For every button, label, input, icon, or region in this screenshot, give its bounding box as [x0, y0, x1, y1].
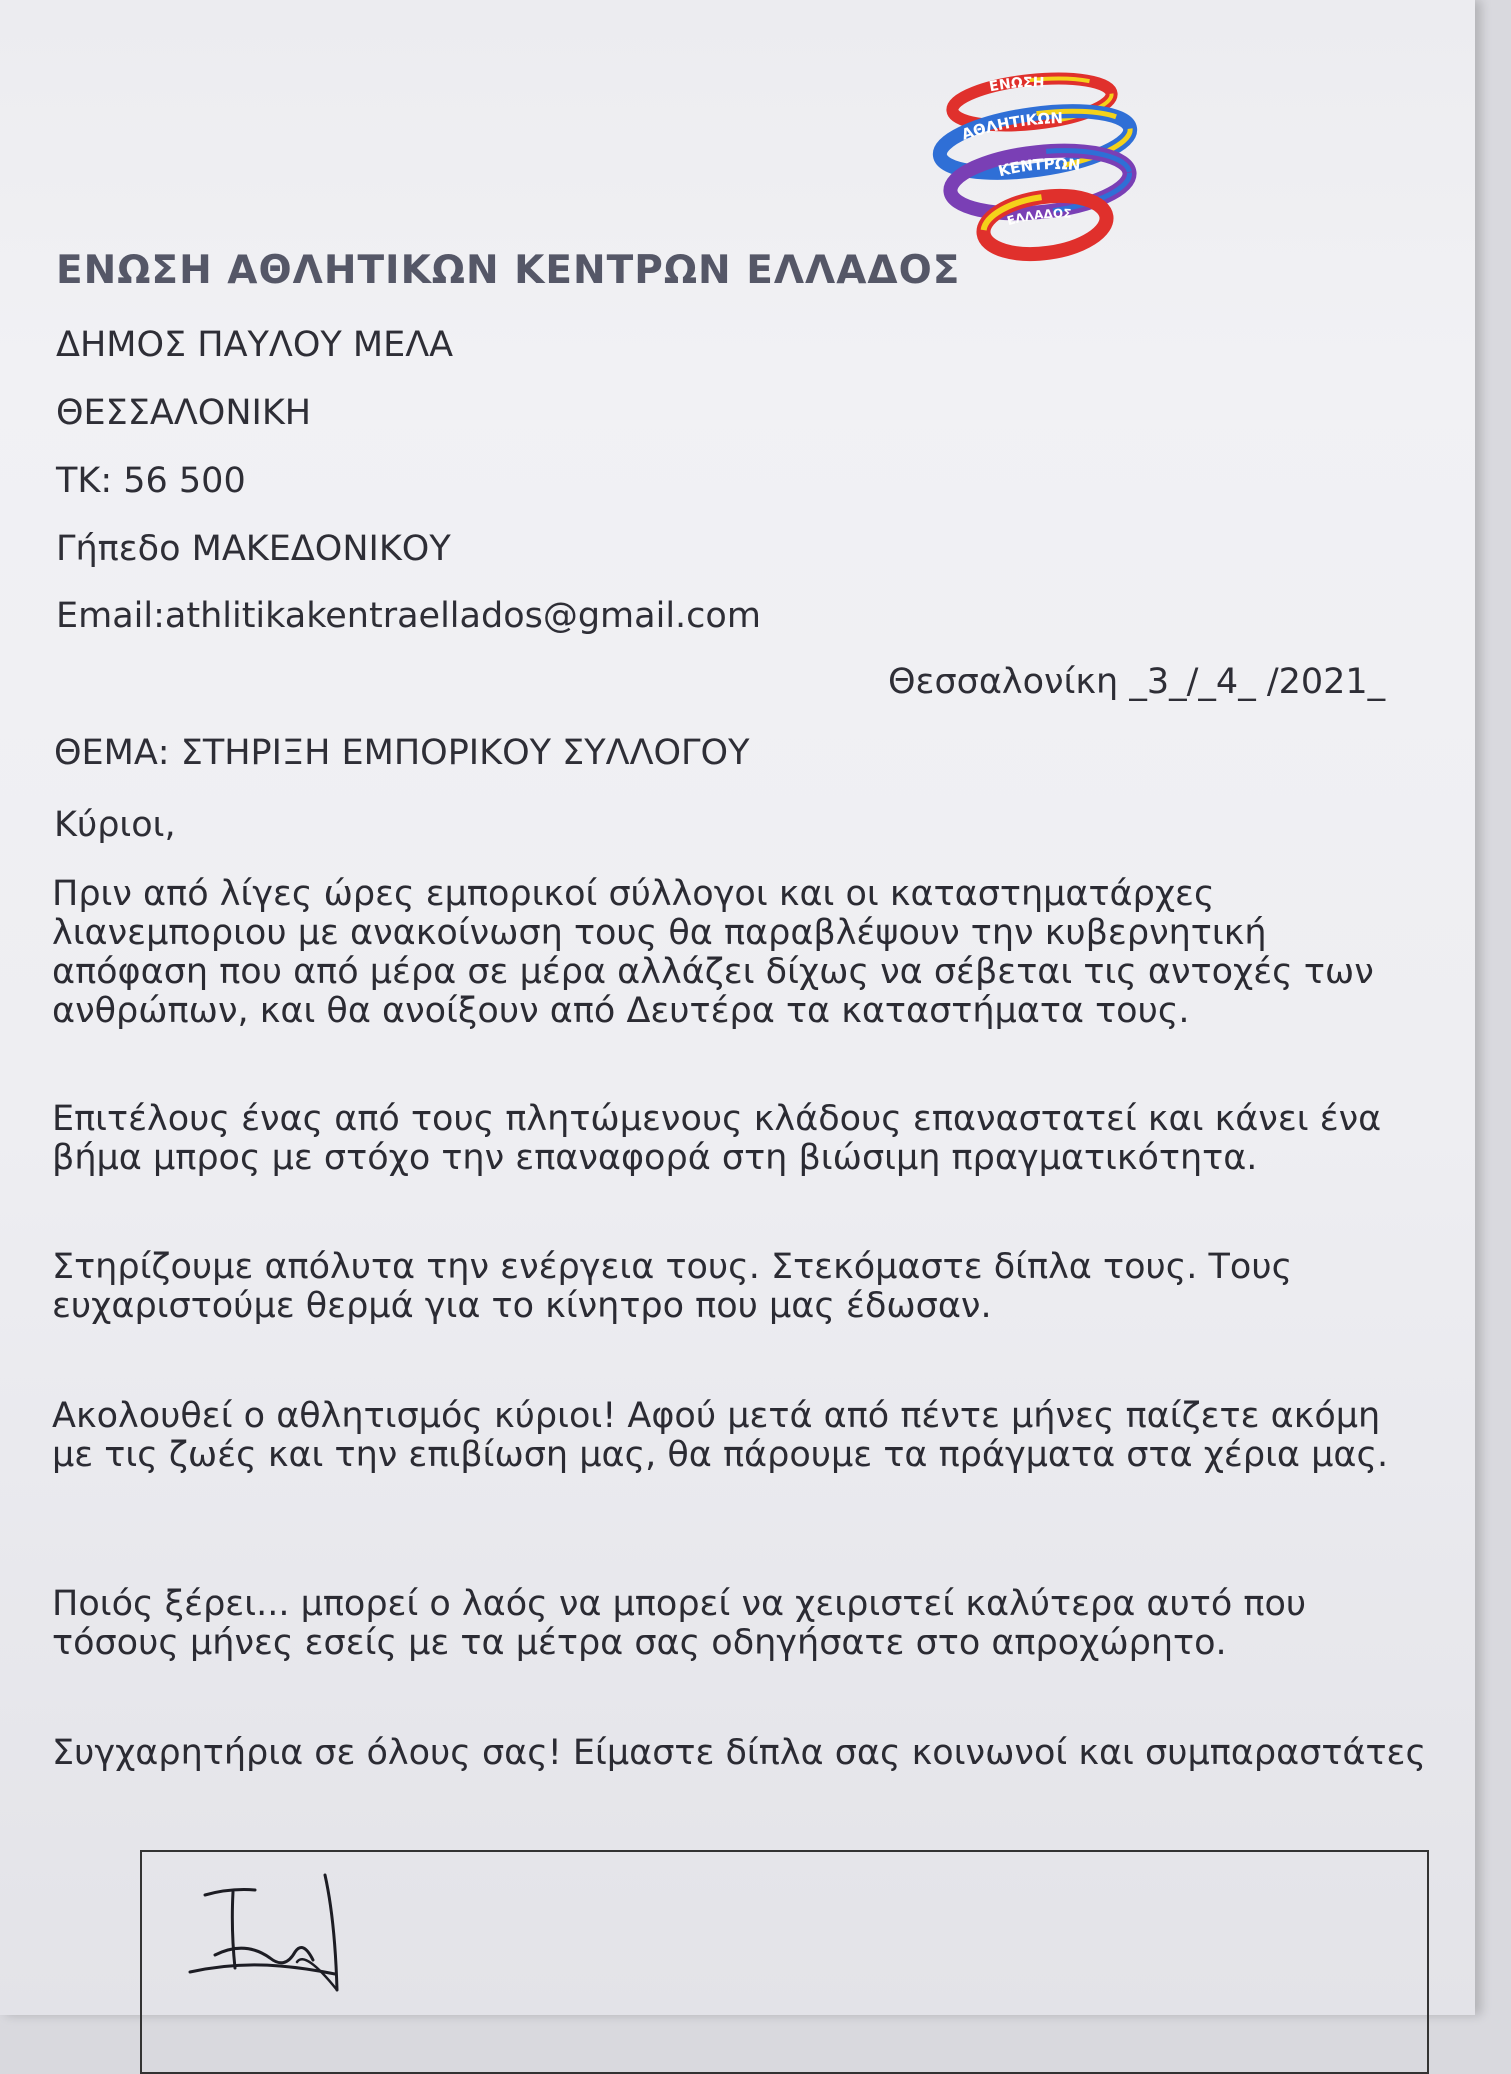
letter-subject: ΘΕΜΑ: ΣΤΗΡΙΞΗ ΕΜΠΟΡΙΚΟΥ ΣΥΛΛΟΓΟΥ: [54, 733, 750, 773]
logo-text-4: ΕΛΛΑΔΟΣ: [1005, 206, 1072, 229]
logo-text-3: ΚΕΝΤΡΩΝ: [996, 154, 1082, 181]
address-municipality: ΔΗΜΟΣ ΠΑΥΛΟΥ ΜΕΛΑ: [56, 325, 454, 365]
address-email: Email:athlitikakentraellados@gmail.com: [56, 596, 761, 636]
union-rings-logo: [920, 70, 1150, 275]
address-stadium: Γήπεδο ΜΑΚΕΔΟΝΙΚΟΥ: [56, 529, 451, 569]
letter-date: Θεσσαλονίκη _3_/_4_ /2021_: [888, 662, 1386, 702]
body-paragraph-2: Επιτέλους ένας από τους πλητώμενους κλάδους επαναστατεί και κάνει ένα βήμα μπρος με στόχο την επαναφορά στη βιώσιμη πραγματικότητα.: [52, 1099, 1382, 1178]
address-city: ΘΕΣΣΑΛΟΝΙΚΗ: [56, 393, 312, 433]
handwritten-signature: [185, 1870, 365, 2005]
body-paragraph-3: Στηρίζουμε απόλυτα την ενέργεια τους. Στεκόμαστε δίπλα τους. Τους ευχαριστούμε θερμά για το κίνητρο που μας έδωσαν.: [52, 1247, 1293, 1326]
letter-salutation: Κύριοι,: [54, 805, 176, 845]
logo-text-1: ΕΝΩΣΗ: [987, 74, 1045, 96]
org-name: ΕΝΩΣΗ ΑΘΛΗΤΙΚΩΝ ΚΕΝΤΡΩΝ ΕΛΛΑΔΟΣ: [56, 248, 961, 293]
svg-text:ΑΘΛΗΤΙΚΩΝ: [959, 109, 1063, 144]
body-paragraph-4: Ακολουθεί ο αθλητισμός κύριοι! Αφού μετά από πέντε μήνες παίζετε ακόμη με τις ζωές και την επιβίωση μας, θα πάρουμε τα πράγματα στα χέρια μας.: [52, 1396, 1389, 1475]
svg-text:ΕΝΩΣΗ: [988, 75, 1045, 95]
body-paragraph-6: Συγχαρητήρια σε όλους σας! Είμαστε δίπλα σας κοινωνοί και συμπαραστάτες: [52, 1733, 1427, 1773]
body-paragraph-5: Ποιός ξέρει... μπορεί ο λαός να μπορεί να χειριστεί καλύτερα αυτό που τόσους μήνες εσείς με τα μέτρα σας οδηγήσατε στο απροχώρητο.: [52, 1584, 1307, 1663]
body-paragraph-1: Πριν από λίγες ώρες εμπορικοί σύλλογοι και οι καταστηματάρχες λιανεμποριου με ανακοίνωση τους θα παραβλέψουν την κυβερνητική απόφαση που από μέρα σε μέρα αλλάζει δίχως να σέβεται τις αντοχές των ανθρώπων, και θα ανοίξουν από Δευτέρα τα καταστήματα τους.: [52, 874, 1374, 1031]
logo-text-2: ΑΘΛΗΤΙΚΩΝ: [959, 109, 1064, 144]
address-postcode: ΤΚ: 56 500: [56, 461, 246, 501]
